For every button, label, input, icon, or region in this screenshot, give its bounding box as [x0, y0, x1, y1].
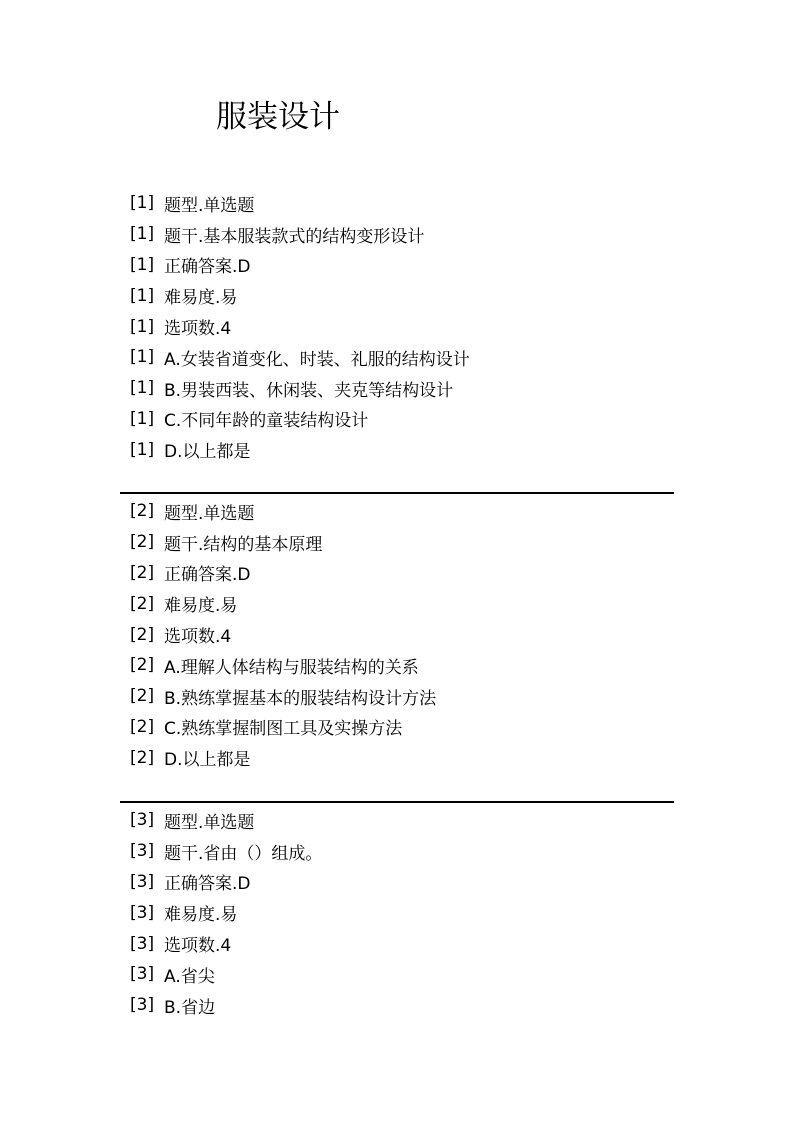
question-number: [2] — [130, 501, 155, 522]
question-type-row — [120, 188, 674, 219]
option-b-row — [120, 681, 674, 712]
option-count: 选项数.4 — [164, 627, 232, 648]
option-count: 选项数.4 — [164, 319, 232, 340]
question-stem-row — [120, 527, 674, 558]
option-d-row — [120, 434, 674, 465]
option-count-row — [120, 619, 674, 650]
section-divider — [120, 801, 674, 803]
question-number: [1] — [130, 378, 155, 399]
question-number: [2] — [130, 532, 155, 553]
question-number: [3] — [130, 871, 155, 892]
correct-answer: 正确答案.D — [164, 874, 251, 895]
question-block-3 — [120, 805, 674, 1021]
question-number: [1] — [130, 347, 155, 368]
difficulty: 难易度.易 — [164, 288, 238, 309]
question-number: [2] — [130, 655, 155, 676]
question-block-2 — [120, 496, 674, 773]
option-b: B.熟练掌握基本的服装结构设计方法 — [164, 688, 437, 709]
question-number: [2] — [130, 747, 155, 768]
question-stem: 题干.基本服装款式的结构变形设计 — [164, 226, 425, 247]
option-a: A.省尖 — [164, 966, 215, 987]
question-number: [2] — [130, 593, 155, 614]
option-b-row — [120, 990, 674, 1021]
question-number: [1] — [130, 316, 155, 337]
difficulty: 难易度.易 — [164, 596, 238, 617]
question-stem: 题干.结构的基本原理 — [164, 534, 323, 555]
option-b-row — [120, 373, 674, 404]
option-b: B.省边 — [164, 997, 216, 1018]
question-type-row — [120, 496, 674, 527]
question-block-1 — [120, 188, 674, 465]
option-b: B.男装西装、休闲装、夹克等结构设计 — [164, 380, 454, 401]
question-number: [2] — [130, 716, 155, 737]
option-c: C.熟练掌握制图工具及实操方法 — [164, 719, 403, 740]
difficulty-row — [120, 280, 674, 311]
option-d: D.以上都是 — [164, 750, 251, 771]
option-a-row — [120, 959, 674, 990]
option-count-row — [120, 928, 674, 959]
document-title: 服装设计 — [216, 99, 340, 135]
option-d-row — [120, 742, 674, 773]
option-a-row — [120, 342, 674, 373]
option-a: A.理解人体结构与服装结构的关系 — [164, 657, 419, 678]
option-a: A.女装省道变化、时装、礼服的结构设计 — [164, 349, 470, 370]
question-stem-row — [120, 836, 674, 867]
correct-answer-row — [120, 867, 674, 898]
question-number: [3] — [130, 810, 155, 831]
question-number: [3] — [130, 964, 155, 985]
section-divider — [120, 492, 674, 494]
question-type: 题型.单选题 — [164, 195, 255, 216]
correct-answer: 正确答案.D — [164, 565, 251, 586]
difficulty-row — [120, 897, 674, 928]
option-c-row — [120, 404, 674, 435]
question-number: [2] — [130, 562, 155, 583]
difficulty: 难易度.易 — [164, 905, 238, 926]
option-d: D.以上都是 — [164, 442, 251, 463]
option-a-row — [120, 650, 674, 681]
option-c-row — [120, 712, 674, 743]
question-number: [1] — [130, 285, 155, 306]
question-number: [1] — [130, 408, 155, 429]
question-stem-row — [120, 219, 674, 250]
question-number: [1] — [130, 224, 155, 245]
question-number: [2] — [130, 624, 155, 645]
question-number: [3] — [130, 933, 155, 954]
question-type-row — [120, 805, 674, 836]
question-number: [3] — [130, 841, 155, 862]
question-number: [1] — [130, 193, 155, 214]
question-stem: 题干.省由（）组成。 — [164, 843, 323, 864]
question-number: [3] — [130, 902, 155, 923]
question-type: 题型.单选题 — [164, 812, 255, 833]
question-type: 题型.单选题 — [164, 503, 255, 524]
option-c: C.不同年龄的童装结构设计 — [164, 411, 369, 432]
correct-answer-row — [120, 250, 674, 281]
question-number: [1] — [130, 254, 155, 275]
question-number: [2] — [130, 686, 155, 707]
option-count-row — [120, 311, 674, 342]
correct-answer: 正确答案.D — [164, 257, 251, 278]
question-number: [3] — [130, 995, 155, 1016]
difficulty-row — [120, 588, 674, 619]
question-number: [1] — [130, 439, 155, 460]
correct-answer-row — [120, 558, 674, 589]
option-count: 选项数.4 — [164, 936, 232, 957]
